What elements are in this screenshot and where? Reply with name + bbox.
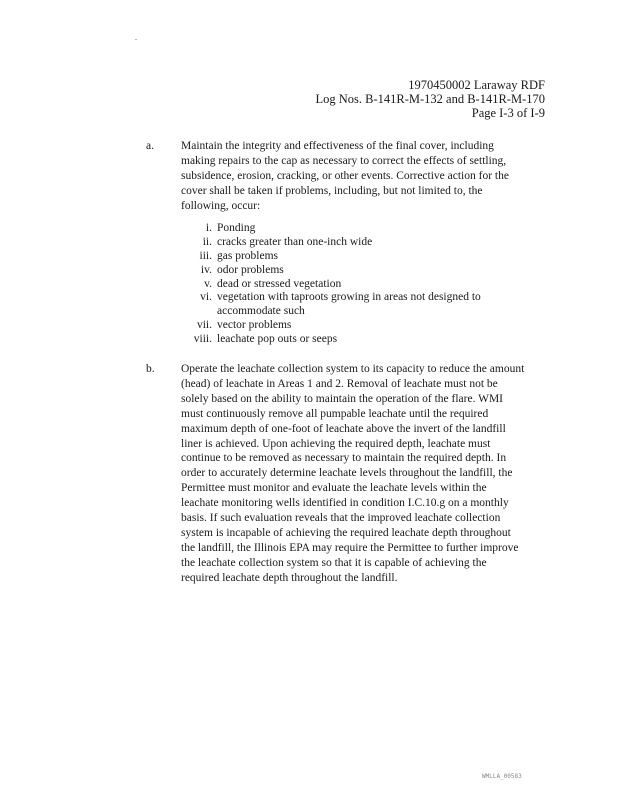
paragraph-line: maximum depth of one-foot of leachate above the invert of the landfill	[181, 422, 506, 435]
paragraph-line: basis. If such evaluation reveals that the improved leachate collection	[181, 512, 501, 525]
header-page-number: Page I-3 of I-9	[471, 106, 545, 120]
paragraph-line: Maintain the integrity and effectiveness of the final cover, including	[181, 140, 494, 152]
list-item-number: viii.	[193, 333, 212, 346]
paragraph-line: system is incapable of achieving the required leachate depth throughout	[181, 526, 511, 539]
paragraph-line: must continuously remove all pumpable leachate until the required	[181, 407, 489, 420]
list-item-text: vegetation with taproots growing in areas not designed to	[217, 291, 481, 304]
condition-b	[146, 362, 541, 586]
list-item-text: cracks greater than one-inch wide	[217, 235, 373, 248]
list-item-text: leachate pop outs or seeps	[217, 333, 338, 346]
condition-b-label: b.	[146, 363, 155, 375]
paragraph-line: order to accurately determine leachate levels throughout the landfill, the	[181, 467, 513, 480]
list-item-text: Ponding	[217, 222, 256, 234]
paragraph-line: leachate monitoring wells identified in condition I.C.10.g on a monthly	[181, 497, 509, 510]
paragraph-line: liner is achieved. Upon achieving the required depth, leachate must	[181, 437, 491, 450]
paragraph-line: (head) of leachate in Areas 1 and 2. Removal of leachate must not be	[181, 377, 498, 390]
list-item-text-continued: accommodate such	[217, 305, 305, 318]
paragraph-line: the leachate collection system so that it is capable of achieving the	[181, 556, 487, 569]
paragraph-line: the landfill, the Illinois EPA may require the Permittee to further improve	[181, 541, 519, 554]
list-item-number: v.	[204, 277, 212, 290]
header-log-numbers: Log Nos. B-141R-M-132 and B-141R-M-170	[315, 92, 545, 106]
list-item-text: dead or stressed vegetation	[217, 277, 342, 290]
bates-stamp: WMLLA_00583	[482, 773, 522, 780]
paragraph-line: required leachate depth throughout the landfill.	[181, 571, 398, 584]
list-item-number: iv.	[200, 263, 212, 276]
scan-speck	[135, 39, 137, 40]
paragraph-line: Operate the leachate collection system to its capacity to reduce the amount	[181, 363, 525, 375]
paragraph-line: Permittee must monitor and evaluate the leachate levels within the	[181, 482, 487, 495]
header-facility-line: 1970450002 Laraway RDF	[408, 78, 545, 92]
paragraph-line: making repairs to the cap as necessary to correct the effects of settling,	[181, 154, 507, 167]
list-item-number: i.	[205, 222, 212, 234]
list-item-number: ii.	[202, 235, 212, 248]
paragraph-line: continue to be removed as necessary to maintain the required depth. In	[181, 452, 507, 465]
paragraph-line: solely based on the ability to maintain the operation of the flare. WMI	[181, 392, 504, 405]
paragraph-line: following, occur:	[181, 199, 261, 212]
list-item-text: gas problems	[217, 249, 279, 262]
list-item-text: odor problems	[217, 263, 284, 276]
list-item-number: iii.	[199, 249, 212, 262]
list-item-text: vector problems	[217, 319, 292, 332]
page-header	[315, 78, 545, 120]
paragraph-line: cover shall be taken if problems, including, but not limited to, the	[181, 184, 483, 197]
condition-a-label: a.	[146, 140, 154, 152]
paragraph-line: subsidence, erosion, cracking, or other events. Corrective action for the	[181, 169, 509, 182]
condition-a	[146, 139, 541, 214]
list-item-number: vi.	[200, 291, 212, 304]
list-item-number: vii.	[196, 319, 212, 332]
